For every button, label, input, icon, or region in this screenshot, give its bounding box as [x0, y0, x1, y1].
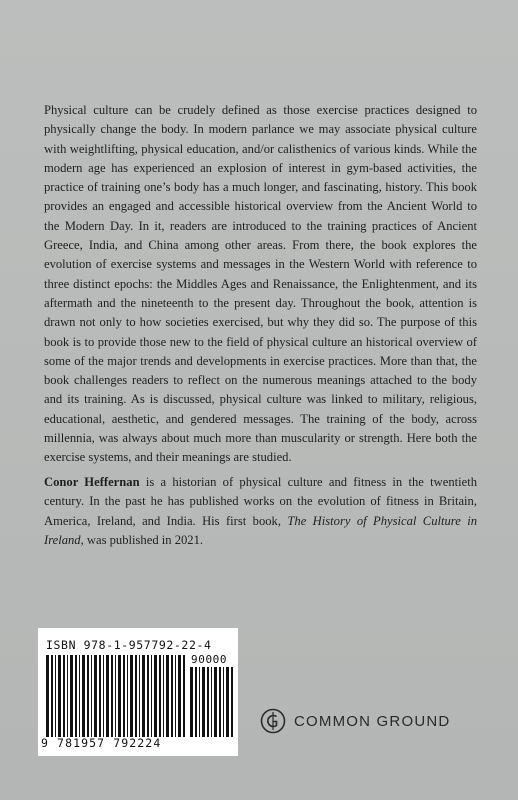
- price-addon-label: 90000: [191, 653, 228, 666]
- book-description: Physical culture can be crudely defined as those exercise practices designed to physically change the body. In modern parlance we may associate physical culture with weightlifting, physical education, and/or calisthenics of various kinds. While the modern age has experienced an explosion of interest in gym-based activities, the practice of training one’s body has a much longer, and fascinating, history. This book provides an engaged and accessible historical overview from the Ancient World to the Modern Day. In it, readers are introduced to the training practices of Ancient Greece, India, and China among other areas. From there, the book explores the evolution of exercise systems and messages in the Western World with reference to three distinct epochs: the Middles Ages and Renaissance, the Enlightenment, and its aftermath and the nineteenth to the present day. Throughout the book, attention is drawn not only to how societies exercised, but why they did so. The purpose of this book is to provide those new to the field of physical culture an historical overview of some of the major trends and developments in exercise practices. More than that, the book challenges readers to reflect on the numerous meanings attached to the body and its training. As is discussed, physical culture was linked to military, religious, educational, aesthetic, and gendered messages. The training of the body, across millennia, was always about much more than muscularity or strength. Here both the exercise systems, and their meanings are studied.: [44, 103, 477, 465]
- previous-book-title: The History of Physical Culture in Ireland: [44, 513, 477, 547]
- publisher-name: COMMON GROUND: [294, 712, 451, 730]
- author-bio-text: is a historian of physical culture and fitness in the twentieth century. In the past he has published works on the evolution of fitness in Britain, America, Ireland, and India. His first book,: [44, 475, 477, 528]
- author-bio: [44, 473, 477, 550]
- author-bio-end: , was published in 2021.: [80, 532, 204, 547]
- common-ground-logo-icon: [260, 708, 286, 734]
- publisher-mark: [260, 708, 450, 734]
- barcode-digits: 9 781957 792224: [41, 736, 162, 750]
- author-name: Conor Heffernan: [44, 475, 140, 489]
- barcode-bars: [46, 655, 186, 737]
- isbn-label: ISBN 978-1-957792-22-4: [46, 638, 212, 652]
- addon-barcode-bars: [190, 667, 234, 737]
- isbn-barcode: [38, 628, 238, 756]
